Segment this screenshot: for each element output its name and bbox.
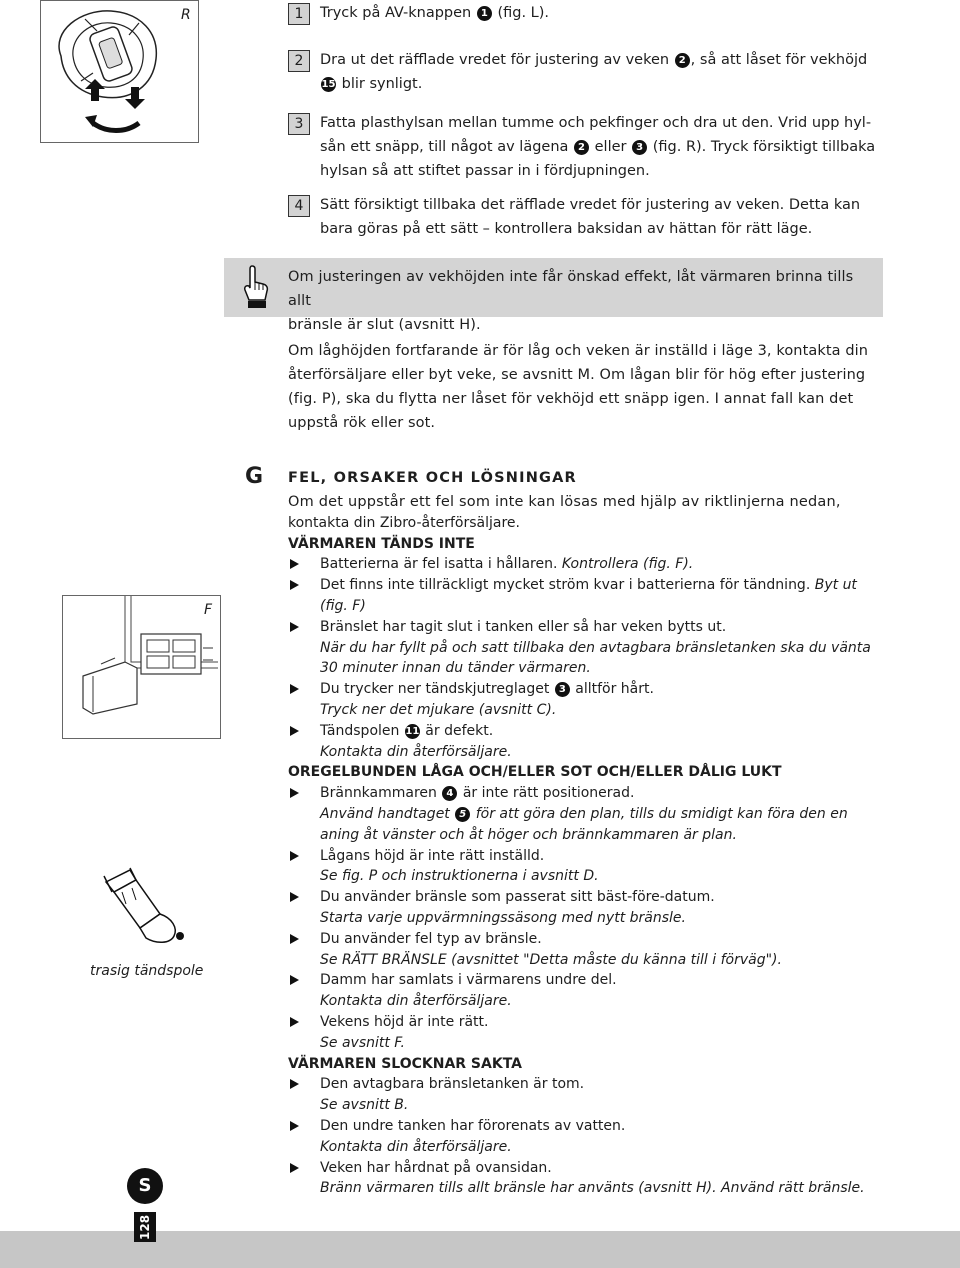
arrow-bullet-icon xyxy=(290,1163,299,1173)
figure-r-label: R xyxy=(181,7,191,23)
marker-11: 11 xyxy=(405,725,420,737)
item-text: Det finns inte tillräckligt mycket ström kvar i batterierna för tändning. xyxy=(320,577,815,594)
item-text: Brännkammaren xyxy=(320,785,442,802)
figure-f xyxy=(62,595,221,739)
note-text xyxy=(288,265,878,337)
marker-4: 4 xyxy=(442,786,457,801)
marker-3: 3 xyxy=(632,140,647,155)
item-text: Du använder fel typ av bränsle. xyxy=(320,930,542,947)
step-1-text xyxy=(320,1,880,25)
marker-5: 5 xyxy=(455,807,470,822)
intro-line1: Om det uppstår ett fel som inte kan lösas med hjälp av riktlinjerna nedan, xyxy=(288,494,841,510)
wick-adjuster-illustration xyxy=(41,1,196,140)
step-4-line2: bara göras på ett sätt – kontrollera baksidan av hättan för rätt läge. xyxy=(320,221,813,237)
list-item xyxy=(288,721,880,742)
item-remedy: Kontakta din återförsäljare. xyxy=(320,993,512,1010)
item-continuation: (fig. F) xyxy=(320,597,366,614)
paragraph-line3: (fig. P), ska du flytta ner låset för vekhöjd ett snäpp igen. I annat fall kan det xyxy=(288,391,854,407)
item-text-end: är defekt. xyxy=(420,722,494,739)
figure-f-label: F xyxy=(204,602,213,618)
spool-caption: trasig tändspole xyxy=(90,963,204,979)
step-2-line2: blir synligt. xyxy=(341,76,423,92)
item-text: Batterierna är fel isatta i hållaren. xyxy=(320,556,562,573)
note-line1: Om justeringen av vekhöjden inte får önskad effekt, låt värmaren brinna tills allt xyxy=(288,269,854,309)
item-remedy: Se avsnitt B. xyxy=(320,1097,409,1114)
arrow-bullet-icon xyxy=(290,1121,299,1131)
item-text: Lågans höjd är inte rätt inställd. xyxy=(320,847,545,864)
step-number-1: 1 xyxy=(288,3,310,25)
list-item xyxy=(288,929,880,950)
step-1-text-b: (fig. L). xyxy=(497,5,550,21)
intro-line2: kontakta din Zibro-återförsäljare. xyxy=(288,514,520,531)
item-remedy: 30 minuter innan du tänder värmaren. xyxy=(320,660,591,677)
arrow-bullet-icon xyxy=(290,851,299,861)
remedy-b: för att göra den plan, tills du smidigt kan föra den en xyxy=(471,805,848,822)
arrow-bullet-icon xyxy=(290,934,299,944)
section-title: FEL, ORSAKER OCH LÖSNINGAR xyxy=(288,470,577,486)
paragraph-line4: uppstå rök eller sot. xyxy=(288,415,436,431)
step-2-line1-a: Dra ut det räfflade vredet för justering av veken xyxy=(320,52,674,68)
pointing-hand-icon xyxy=(241,264,271,310)
marker-3-igniter: 3 xyxy=(555,682,570,697)
remedy-a: Använd handtaget xyxy=(320,805,455,822)
heading-not-igniting: VÄRMAREN TÄNDS INTE xyxy=(288,535,475,552)
step-number-3: 3 xyxy=(288,113,310,135)
step-3-line1: Fatta plasthylsan mellan tumme och pekfinger och dra ut den. Vrid upp hyl- xyxy=(320,115,872,131)
item-remedy: Se RÄTT BRÄNSLE (avsnittet "Detta måste du känna till i förväg"). xyxy=(320,951,782,968)
step-2-line1-b: , så att låset för vekhöjd xyxy=(690,52,868,68)
arrow-bullet-icon xyxy=(290,726,299,736)
section-letter: G xyxy=(245,464,264,489)
item-text: Den avtagbara bränsletanken är tom. xyxy=(320,1076,585,1093)
step-number-2: 2 xyxy=(288,50,310,72)
step-3-line2-a: sån ett snäpp, till något av lägena xyxy=(320,139,569,155)
heading-slow-extinguish: VÄRMAREN SLOCKNAR SAKTA xyxy=(288,1055,523,1072)
list-item xyxy=(288,1158,880,1179)
ignition-spool-illustration xyxy=(86,862,196,952)
item-text-end: är inte rätt positionerad. xyxy=(458,785,635,802)
item-remedy: Starta varje uppvärmningssäsong med nytt bränsle. xyxy=(320,909,686,926)
troubleshooting-list xyxy=(288,492,880,1199)
item-text: Du trycker ner tändskjutreglaget xyxy=(320,681,554,698)
arrow-bullet-icon xyxy=(290,1079,299,1089)
item-remedy: Kontakta din återförsäljare. xyxy=(320,1138,512,1155)
step-number-4: 4 xyxy=(288,195,310,217)
list-item xyxy=(288,783,880,804)
flame-height-paragraph xyxy=(288,339,880,435)
step-3-line2-b: eller xyxy=(594,139,627,155)
list-item xyxy=(288,887,880,908)
arrow-bullet-icon xyxy=(290,788,299,798)
arrow-bullet-icon xyxy=(290,975,299,985)
arrow-bullet-icon xyxy=(290,1017,299,1027)
language-badge: S xyxy=(127,1168,163,1204)
arrow-bullet-icon xyxy=(290,892,299,902)
list-item xyxy=(288,846,880,867)
item-text: Vekens höjd är inte rätt. xyxy=(320,1013,489,1030)
marker-2: 2 xyxy=(675,53,690,68)
step-3-text xyxy=(320,111,880,183)
arrow-bullet-icon xyxy=(290,559,299,569)
item-text: Damm har samlats i värmarens undre del. xyxy=(320,972,617,989)
list-item xyxy=(288,679,880,700)
item-text: Tändspolen xyxy=(320,722,404,739)
step-4-text xyxy=(320,193,880,241)
page-number: 128 xyxy=(134,1212,156,1242)
item-text: Den undre tanken har förorenats av vatten. xyxy=(320,1117,626,1134)
paragraph-line1: Om låghöjden fortfarande är för låg och veken är inställd i läge 3, kontakta din xyxy=(288,343,869,359)
item-italic: Kontrollera (fig. F). xyxy=(561,556,694,573)
item-italic: Byt ut xyxy=(814,577,857,594)
item-text: Veken har hårdnat på ovansidan. xyxy=(320,1159,552,1176)
item-remedy: aning åt vänster och åt höger och brännkammaren är plan. xyxy=(320,826,737,843)
item-remedy: Se avsnitt F. xyxy=(320,1034,405,1051)
item-text: Du använder bränsle som passerat sitt bäst-före-datum. xyxy=(320,889,715,906)
list-item xyxy=(288,617,880,638)
battery-holder-illustration xyxy=(63,596,218,736)
step-2-text xyxy=(320,48,880,96)
marker-2b: 2 xyxy=(574,140,589,155)
list-item xyxy=(288,1116,880,1137)
item-remedy: Tryck ner det mjukare (avsnitt C). xyxy=(320,701,557,718)
marker-15: 15 xyxy=(321,79,336,90)
item-remedy xyxy=(288,804,880,825)
step-1-text-a: Tryck på AV-knappen xyxy=(320,5,476,21)
item-remedy: Kontakta din återförsäljare. xyxy=(320,743,512,760)
paragraph-line2: återförsäljare eller byt veke, se avsnitt M. Om lågan blir för hög efter justering xyxy=(288,367,866,383)
note-box xyxy=(224,258,883,333)
list-item xyxy=(288,1012,880,1033)
list-item xyxy=(288,1074,880,1095)
item-remedy: Se fig. P och instruktionerna i avsnitt D. xyxy=(320,868,599,885)
arrow-bullet-icon xyxy=(290,580,299,590)
heading-irregular-flame: OREGELBUNDEN LÅGA OCH/ELLER SOT OCH/ELLER DÅLIG LUKT xyxy=(288,764,782,781)
item-text-end: alltför hårt. xyxy=(570,681,654,698)
arrow-bullet-icon xyxy=(290,684,299,694)
list-item xyxy=(288,554,880,575)
item-text: Bränslet har tagit slut i tanken eller så har veken bytts ut. xyxy=(320,618,727,635)
note-line2: bränsle är slut (avsnitt H). xyxy=(288,317,481,333)
marker-1: 1 xyxy=(477,6,492,21)
arrow-bullet-icon xyxy=(290,622,299,632)
item-remedy: Bränn värmaren tills allt bränsle har använts (avsnitt H). Använd rätt bränsle. xyxy=(320,1180,865,1197)
item-remedy: När du har fyllt på och satt tillbaka den avtagbara bränsletanken ska du vänta xyxy=(320,639,871,656)
step-3-line3: hylsan så att stiftet passar in i fördjupningen. xyxy=(320,163,650,179)
list-item xyxy=(288,970,880,991)
step-4-line1: Sätt försiktigt tillbaka det räfflade vredet för justering av veken. Detta kan xyxy=(320,197,861,213)
step-3-line2-c: (fig. R). Tryck försiktigt tillbaka xyxy=(652,139,876,155)
figure-r xyxy=(40,0,199,143)
list-item xyxy=(288,575,880,596)
